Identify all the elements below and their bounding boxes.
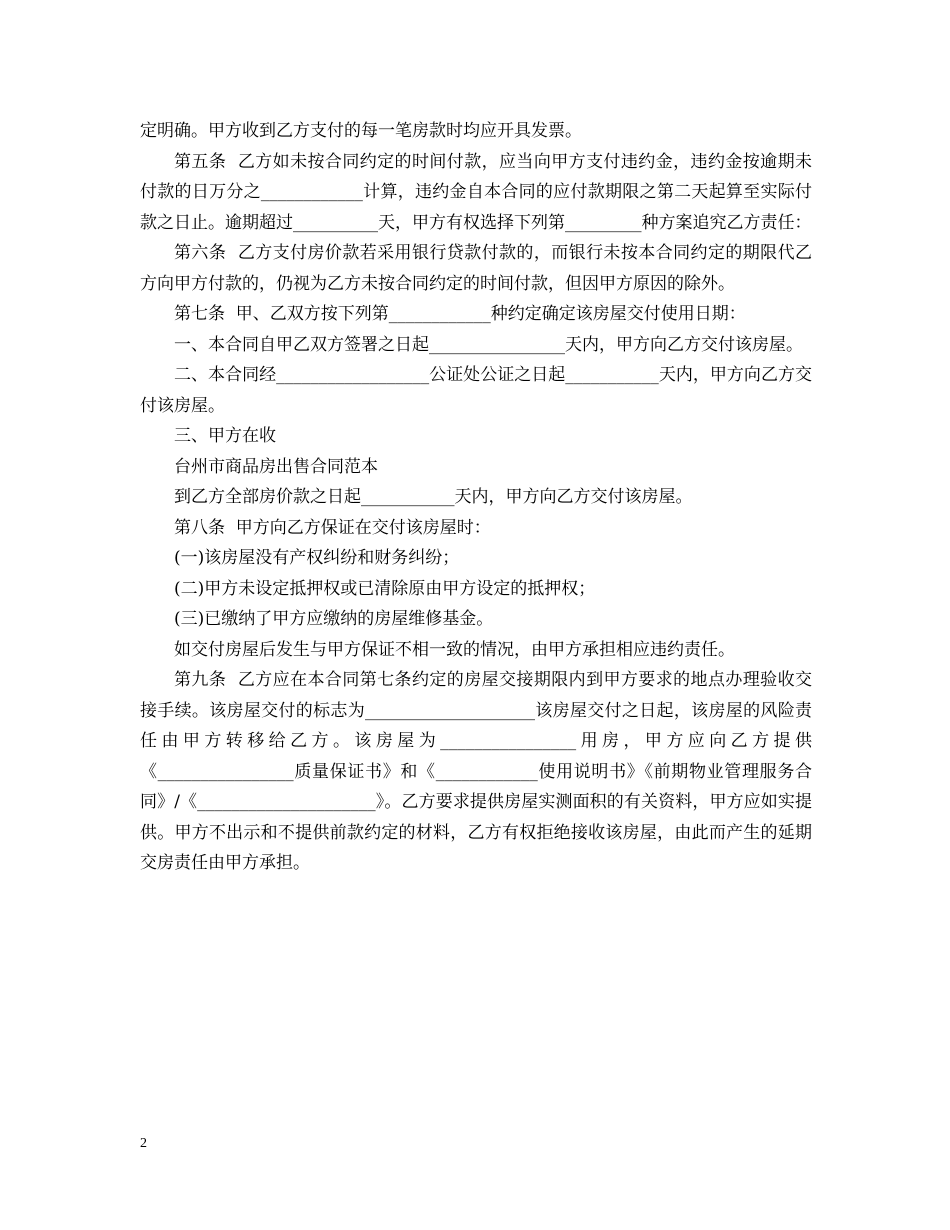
paragraph-item-1: (一)该房屋没有产权纠纷和财务纠纷；	[174, 548, 460, 568]
page-number: 2	[140, 1136, 147, 1151]
paragraph-article-5: 第五条 乙方如未按合同约定的时间付款，应当向甲方支付违约金，违约金按逾期未付款的日万分之____________计算，违约金自本合同的应付款期限之第二天起算至实际付款之日止。逾期超过__________天，甲方有权选择下列第_________种方案追究乙方责任：	[140, 151, 812, 233]
paragraph-option-2: 二、本合同经__________________公证处公证之日起___________天内，甲方向乙方交付该房屋。	[140, 365, 812, 416]
paragraph-option-1: 一、本合同自甲乙双方签署之日起________________天内，甲方向乙方交付该房屋。	[174, 334, 803, 355]
paragraph-option-3-end: 到乙方全部房价款之日起___________天内，甲方向乙方交付该房屋。	[174, 487, 693, 507]
contract-body	[140, 116, 812, 879]
paragraph-continuation: 定明确。甲方收到乙方支付的每一笔房款时均应开具发票。	[140, 121, 582, 141]
paragraph-inserted-title: 台州市商品房出售合同范本	[174, 456, 378, 477]
paragraph-option-3-start: 三、甲方在收	[174, 426, 276, 446]
paragraph-article-7: 第七条 甲、乙双方按下列第____________种约定确定该房屋交付使用日期：	[174, 304, 746, 324]
paragraph-item-3: (三)已缴纳了甲方应缴纳的房屋维修基金。	[174, 609, 494, 629]
paragraph-article-8: 第八条 甲方向乙方保证在交付该房屋时：	[174, 517, 491, 538]
paragraph-article-9: 第九条 乙方应在本合同第七条约定的房屋交接期限内到甲方要求的地点办理验收交接手续。该房屋交付的标志为____________________该房屋交付之日起，该房屋的风险责任由甲方转移给乙方。该房屋为________________用房，甲方应向乙方提供《________________质量保证书》和《____________使用说明书》《前期物业管理服务合同》/《_____________________》。乙方要求提供房屋实测面积的有关资料，甲方应如实提供。甲方不出示和不提供前款约定的材料，乙方有权拒绝接收该房屋，由此而产生的延期交房责任由甲方承担。	[140, 670, 812, 873]
paragraph-liability: 如交付房屋后发生与甲方保证不相一致的情况，由甲方承担相应违约责任。	[174, 639, 735, 660]
paragraph-article-6: 第六条 乙方支付房价款若采用银行贷款付款的，而银行未按本合同约定的期限代乙方向甲方付款的，仍视为乙方未按合同约定的时间付款，但因甲方原因的除外。	[140, 243, 812, 294]
paragraph-item-2: (二)甲方未设定抵押权或已清除原由甲方设定的抵押权；	[174, 578, 596, 599]
